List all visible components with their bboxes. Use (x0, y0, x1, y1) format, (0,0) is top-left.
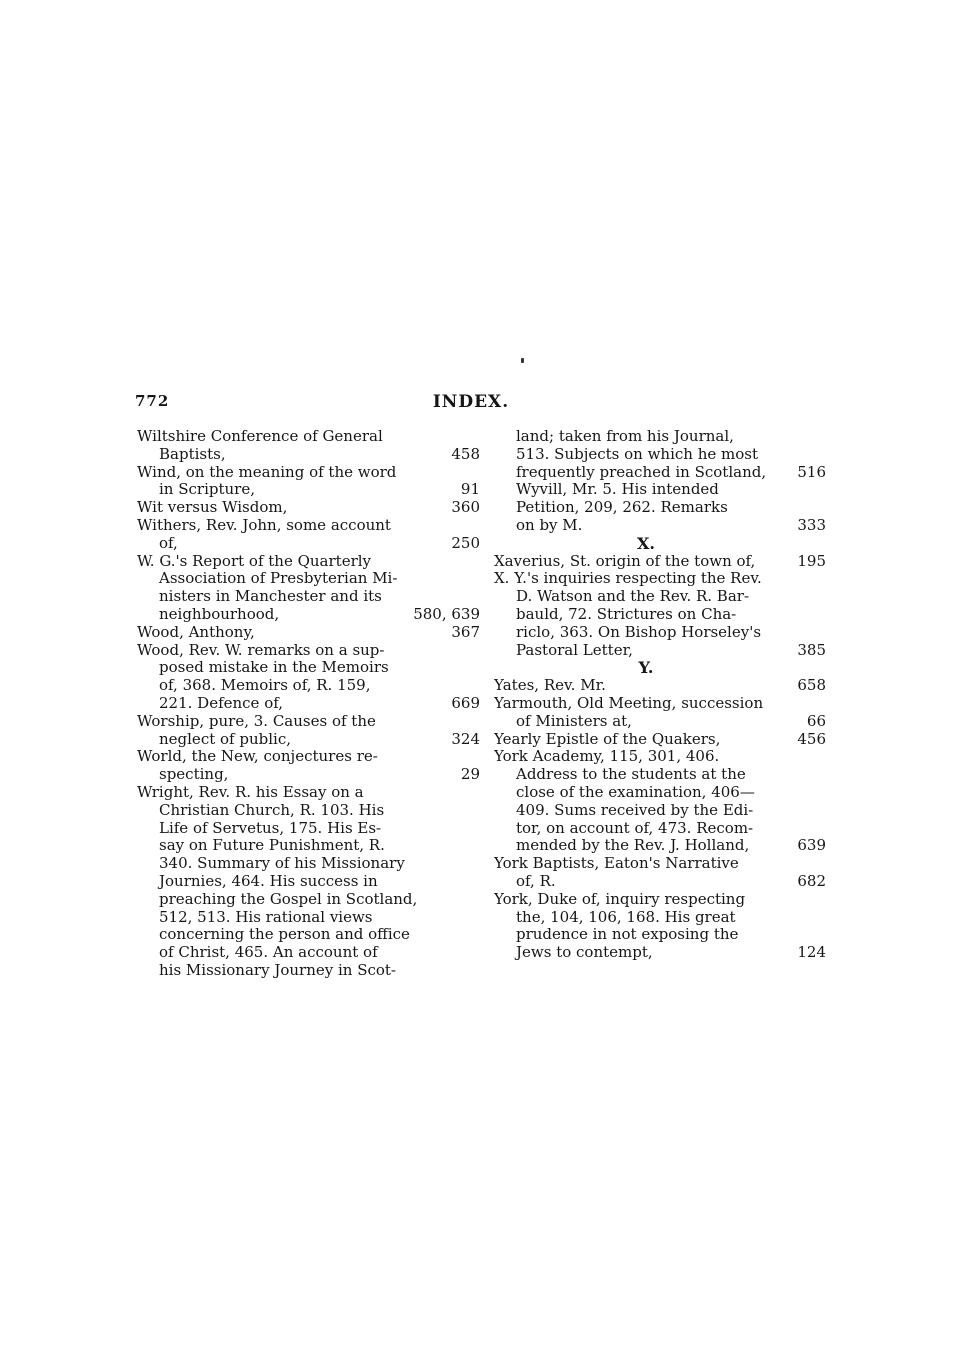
index-entry-line: Wiltshire Conference of General (137, 428, 383, 445)
index-entry (137, 499, 480, 517)
index-entry-line: of, R. (516, 872, 556, 890)
index-entry-line: Pastoral Letter, (516, 641, 633, 659)
index-entry-line: W. G.'s Report of the Quarterly (137, 552, 372, 570)
index-entry (494, 481, 826, 534)
index-entry-line: 340. Summary of his Missionary (159, 855, 405, 873)
page-reference: 91 (460, 480, 480, 499)
index-entry-line: Journies, 464. His success in (159, 872, 378, 890)
index-entry-line: Address to the students at the (516, 766, 746, 784)
index-entry-line: Baptists, (159, 445, 226, 463)
index-entry (137, 713, 480, 749)
index-entry-line: 409. Sums received by the Edi- (516, 801, 754, 819)
index-entry-line: Association of Presbyterian Mi- (159, 570, 398, 588)
index-entry-line: the, 104, 106, 168. His great (516, 908, 736, 926)
index-entry-line: tor, on account of, 473. Recom- (516, 819, 754, 837)
index-entry (494, 676, 826, 695)
page-reference: 669 (451, 693, 480, 712)
index-entry-line: on by M. (516, 516, 583, 534)
index-entry (494, 428, 826, 481)
index-entry-line: 513. Subjects on which he most (516, 445, 758, 463)
page-reference: 250 (451, 533, 480, 552)
index-entry (137, 464, 480, 500)
index-entry-line: Wood, Anthony, (137, 623, 255, 641)
index-entry-line: Jews to contempt, (516, 944, 653, 962)
page-reference: 66 (806, 711, 826, 730)
index-entry-line: Xaverius, St. origin of the town of, (494, 552, 756, 570)
index-column-left (137, 428, 480, 980)
index-entry-line: York, Duke of, inquiry respecting (494, 890, 746, 908)
index-entry-line: say on Future Punishment, R. (159, 837, 385, 855)
index-entry-line: Wright, Rev. R. his Essay on a (137, 783, 364, 801)
index-entry-line: of Ministers at, (516, 712, 632, 730)
index-entry-line: York Baptists, Eaton's Narrative (494, 855, 739, 873)
index-entry (137, 642, 480, 713)
index-entry-line: Petition, 209, 262. Remarks (516, 499, 728, 517)
index-entry-line: Christian Church, R. 103. His (159, 801, 385, 819)
index-entry-line: close of the examination, 406— (516, 783, 755, 801)
page-reference: 367 (451, 622, 480, 641)
page-reference: 385 (797, 640, 826, 659)
page-reference: 456 (797, 729, 826, 748)
index-entry-line: Yarmouth, Old Meeting, succession (494, 694, 764, 712)
index-entry-line: neighbourhood, (159, 605, 280, 623)
index-entry-line: nisters in Manchester and its (159, 588, 382, 606)
index-entry (137, 784, 480, 980)
index-entry-line: land; taken from his Journal, (516, 428, 734, 445)
section-letter: Y. (638, 658, 654, 678)
index-entry-line: Wyvill, Mr. 5. His intended (516, 481, 719, 499)
index-entry-line: riclo, 363. On Bishop Horseley's (516, 623, 762, 641)
index-entry (494, 694, 826, 731)
page-reference: 195 (797, 551, 826, 570)
page-reference: 333 (797, 515, 826, 534)
index-entry (137, 748, 480, 784)
index-entry-line: mended by the Rev. J. Holland, (516, 837, 750, 855)
index-entry-line: Life of Servetus, 175. His Es- (159, 819, 382, 837)
index-entry-line: Wind, on the meaning of the word (137, 463, 397, 481)
page-reference: 29 (460, 765, 480, 784)
index-entry (137, 428, 480, 464)
index-entry-line: preaching the Gospel in Scotland, (159, 890, 418, 908)
index-entry-line: of Christ, 465. An account of (159, 944, 378, 962)
index-entry-line: Wit versus Wisdom, (137, 499, 288, 517)
index-entry (494, 748, 826, 855)
index-entry-line: Withers, Rev. John, some account (137, 516, 391, 534)
page-reference: 458 (451, 444, 480, 463)
page-number: 772 (135, 392, 170, 410)
index-entry-line: concerning the person and office (159, 926, 410, 944)
index-entry-line: York Academy, 115, 301, 406. (494, 748, 720, 766)
page-reference: 124 (797, 943, 826, 962)
index-entry-line: frequently preached in Scotland, (516, 463, 767, 481)
index-entry-line: specting, (159, 766, 229, 784)
index-entry (137, 553, 480, 624)
page-reference: 682 (797, 871, 826, 890)
index-entry-line: of, (159, 534, 178, 552)
index-entry-line: Worship, pure, 3. Causes of the (137, 712, 376, 730)
index-entry-line: 512, 513. His rational views (159, 908, 373, 926)
index-entry-line: posed mistake in the Memoirs (159, 659, 389, 677)
index-entry-line: his Missionary Journey in Scot- (159, 961, 397, 979)
index-entry-line: Yates, Rev. Mr. (494, 677, 606, 695)
page-reference: 324 (451, 729, 480, 748)
page-reference: 580, 639 (413, 604, 480, 623)
index-entry (494, 729, 826, 749)
index-entry-line: X. Y.'s inquiries respecting the Rev. (494, 570, 762, 588)
index-entry-line: 221. Defence of, (159, 694, 284, 712)
page-reference: 639 (797, 836, 826, 855)
index-entry-line: D. Watson and the Rev. R. Bar- (516, 588, 750, 606)
section-letter: X. (637, 533, 655, 553)
stray-mark (521, 358, 524, 363)
index-entry-line: World, the New, conjectures re- (137, 748, 378, 766)
index-entry (494, 855, 826, 891)
index-column-right (494, 428, 826, 962)
index-entry (494, 890, 826, 962)
index-entry-line: of, 368. Memoirs of, R. 159, (159, 677, 371, 695)
page-header (135, 392, 807, 418)
page-reference: 658 (797, 676, 826, 695)
index-entry-line: bauld, 72. Strictures on Cha- (516, 605, 737, 623)
index-entry (137, 517, 480, 553)
index-entry-line: Yearly Epistle of the Quakers, (494, 730, 721, 748)
page-reference: 360 (451, 498, 480, 517)
index-entry-line: in Scripture, (159, 481, 255, 499)
index-entry (494, 570, 826, 659)
index-entry-line: Wood, Rev. W. remarks on a sup- (137, 641, 385, 659)
running-title: INDEX. (432, 392, 510, 412)
index-entry-line: neglect of public, (159, 730, 291, 748)
index-entry (494, 551, 826, 571)
index-entry-line: prudence in not exposing the (516, 926, 739, 944)
index-entry (137, 624, 480, 642)
page-reference: 516 (797, 462, 826, 481)
